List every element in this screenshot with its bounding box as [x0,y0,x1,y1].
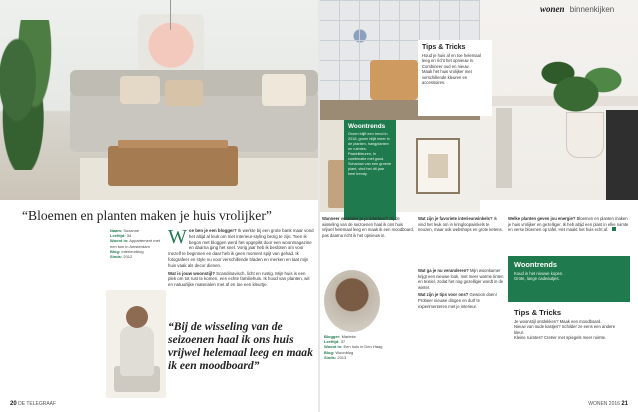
section-label: wonen [540,4,565,14]
question: Wanneer verander je je interieur? [322,216,389,221]
section-sublabel: binnenkijken [569,5,615,14]
footer-left [10,401,56,407]
blogger-box [324,270,416,400]
label: Naam: [110,228,123,233]
section-header [540,4,614,14]
trend-item: Groen blijft een trend in 2016, groen blijft meer in de planten, hangplanten en ruimtes. [348,132,390,151]
woontrends-list [514,271,624,282]
cabinet [606,110,638,200]
value: Suzanne [123,228,140,233]
value: 2013 [337,354,347,360]
chair [370,60,418,100]
stool [496,108,512,188]
tip-item: Nieuw van oude kastjes? Schilder ze eens een andere kleur. [514,324,616,335]
value: 34 [126,233,132,239]
question: Wat zijn je tips voor ons? [418,292,469,298]
label: Woont in: [110,238,129,244]
tips-list [422,53,488,85]
article-col-4 [508,216,630,233]
pull-quote: “Bij de wisseling van de seizoenen haal ik ons huis vrijwel helemaal leeg en maak ik een moodboard” [168,320,313,372]
blogger-info [324,334,416,360]
blogger-photo [324,270,380,332]
trend-item: Grote, lange cadeautjes. [514,276,560,282]
person-body [120,326,154,376]
trend-item: Pastelkleuren, in combinatie met goud. [348,152,385,161]
kitchen-photo [480,0,638,200]
tips-list [514,319,624,341]
pillow [262,74,306,106]
pillow [165,80,203,106]
label: Sinds: [324,354,337,360]
answer: Bloemen en planten maken je huis vrolijker en gezelliger. Ik heb altijd een plant in elke ruimte en verse bloemen op tafel. Het maakt het huis echt af. [508,216,629,233]
value: Marieke [341,334,356,339]
living-room-photo [0,0,318,200]
answer: Gewoon doen! Probeer nieuwe dingen en durf te experimenteren met je interieur. [418,292,497,309]
label: Leeftijd: [324,339,340,345]
trend-item: Schaduw van een groene plant, vind het dit jaar heel trendy. [348,162,392,176]
footer-right [588,401,628,407]
question: Wat zijn je favoriete interieurwinkels? [418,216,493,221]
value: 2012 [123,254,133,260]
lead-question: oe ben je een blogger? [188,228,237,233]
profile-sidebar [110,228,160,259]
label: Blog: [110,248,121,254]
person-head [126,306,148,328]
value: 37 [340,339,346,345]
question: Wat ga je nu veranderen? [418,268,469,273]
value: Appartement met een tuin in Amsterdam [110,238,160,249]
dropcap: W [168,226,187,248]
woontrends-list [348,132,392,177]
magazine-name: WONEN 2016 [588,401,620,407]
tip-item: Combineer oud en nieuw. [422,63,470,69]
tips-title: Tips & Tricks [422,44,466,51]
answer: Scandinavisch, licht en rustig. Mijn huis is een plek om tot rust te komen, een echte familiehuis. Ik houd van planten, wit en natuurlijke materialen met af en toe een kleurtje. [168,270,310,288]
tips-box-bottom [508,304,630,390]
page-number: 21 [621,401,628,407]
question: Welke planten geven jou energie? [508,216,576,221]
tip-item: Kleine ruimtes? Creëer met spiegels meer ruimte. [514,335,607,341]
woontrends-title: Woontrends [348,123,386,130]
end-mark [612,227,616,231]
value: Een huis in Den Haag [343,344,383,350]
tip-item: Houd je huis af en toe helemaal leeg en richt het opnieuw in. [422,53,481,64]
tip-item: Maak het huis vrolijker met verschillende kleuren en accessoires. [422,69,472,86]
picture-frame [416,138,460,194]
article-col-3 [418,216,504,233]
woontrends-box-left [344,120,396,220]
trend-item: Koud in het nieuwe kopen. [514,271,564,276]
frame-photo [396,120,480,212]
article-qa-right [418,268,506,309]
value: Interieurblog [121,248,144,254]
headline: “Bloemen en planten maken je huis vrolijker” [22,208,272,223]
article-col-2 [322,216,414,238]
question: Wat is jouw woonstijl? [168,270,215,276]
answer: Bij de wisseling van de seizoenen haal ik ons huis vrijwel helemaal leeg en maak ik een moodboard, pas daarna richt ik het opnieuw in. [322,216,414,238]
answer: Mijn woonkamer krijgt een nieuwe look, met meer warme tinten en textiel, zodat het nog gezelliger wordt in de winter. [418,268,504,290]
plant-decor [0,20,58,170]
page-number: 20 [10,401,17,407]
coffee-table [108,146,238,186]
woontrends-title: Woontrends [514,260,557,269]
tips-box-top [418,40,492,116]
pillow [120,76,160,104]
label: Sinds: [110,254,123,260]
label: Woont in: [324,344,343,350]
body-text: Ik werkte bij een grote bank maar vond het altijd al leuk om met interieur-styling bezig te zijn. Toen ik begon met bloggen werd het opgepikt door een woonmagazine en daarna ging het snel. Vorig jaar heb ik besloten om voor mezelf te beginnen en daar heb ik geen moment spijt van gehad. Ik fotografeer en style nu voor verschillende bladen en merken en laat mijn huis vaak als decor dienen. [168,228,314,268]
label: Blog: [324,349,335,355]
woontrends-box-right [508,256,630,302]
answer: Ik vind het leuk om in kringloopwinkels te neuzen, maar ook webshops en grote ketens. [418,216,503,233]
label: Leeftijd: [110,233,126,239]
magazine-name: DE TELEGRAAF [18,401,57,407]
tip-item: Je woonstijl ontdekken? Maak een moodboard. [514,319,602,324]
plant-pot [566,112,604,158]
blogger-portrait [106,290,166,398]
article-intro [168,228,314,288]
label: Blogger: [324,334,341,339]
tips-title: Tips & Tricks [514,308,562,317]
value: Woonblog [335,349,354,355]
